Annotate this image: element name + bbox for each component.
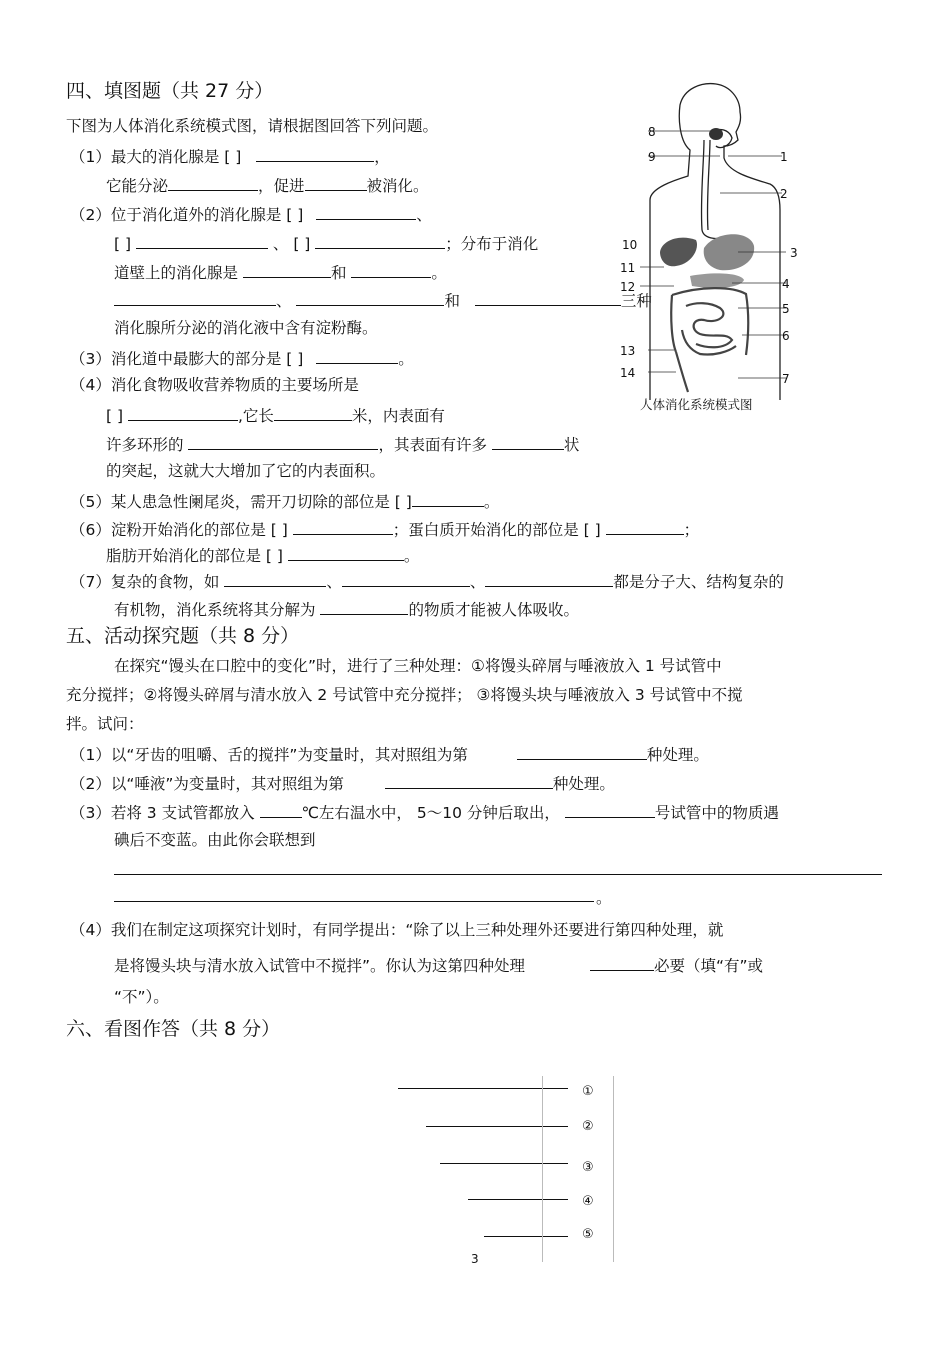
fig-label-10: 10 (622, 238, 638, 252)
q4-2-line-d: 、 和 三种 (114, 289, 652, 311)
q4-2-line-a: （2）位于消化道外的消化腺是 [ ] 、 (70, 203, 432, 225)
q4-6-line-b: 脂肪开始消化的部位是 [ ] 。 (106, 544, 419, 566)
fig-label-14: 14 (620, 366, 636, 380)
s5-para-line1: 在探究“馒头在口腔中的变化”时，进行了三种处理：①将馒头碎屑与唾液放入 1 号试管中 (114, 657, 722, 675)
blank[interactable] (485, 570, 613, 587)
mark-4: ④ (582, 1194, 594, 1209)
section4-title: 四、填图题（共 27 分） (66, 80, 274, 102)
blank[interactable] (168, 174, 258, 191)
fig-label-2: 2 (780, 187, 788, 201)
q4-4-line-a: （4）消化食物吸收营养物质的主要场所是 (70, 376, 359, 394)
blank[interactable] (256, 145, 374, 162)
fig-label-1: 1 (780, 150, 788, 164)
figure-caption: 人体消化系统模式图 (640, 397, 753, 412)
blank[interactable] (475, 289, 621, 306)
s5-q1: （1）以“牙齿的咀嚼、舌的搅拌”为变量时，其对照组为第 种处理。 (70, 743, 709, 765)
fig-label-11: 11 (620, 261, 636, 275)
s5-q4-line-c: “不”）。 (114, 988, 169, 1006)
fig-label-6: 6 (782, 329, 790, 343)
blank[interactable] (316, 347, 398, 364)
s5-q3-period: 。 (596, 889, 612, 907)
fig-label-12: 12 (620, 280, 636, 294)
blank[interactable] (492, 433, 564, 450)
fig-label-4: 4 (782, 277, 790, 291)
section4-intro: 下图为人体消化系统模式图，请根据图回答下列问题。 (66, 117, 439, 135)
page-number: 3 (471, 1252, 479, 1266)
blank[interactable] (224, 570, 326, 587)
blank[interactable] (320, 598, 408, 615)
blank[interactable] (606, 518, 684, 535)
s5-q3-line-b: 碘后不变蓝。由此你会联想到 (114, 831, 316, 849)
section6-title: 六、看图作答（共 8 分） (66, 1018, 281, 1040)
q4-3: （3）消化道中最膨大的部分是 [ ] 。 (70, 347, 414, 369)
q4-5: （5）某人患急性阑尾炎，需开刀切除的部位是 [ ] 。 (70, 490, 499, 512)
blank[interactable] (517, 743, 647, 760)
answer-line[interactable] (114, 901, 594, 902)
fig-label-7: 7 (782, 372, 790, 386)
blank[interactable] (293, 518, 393, 535)
blank[interactable] (305, 174, 367, 191)
s5-q4-line-a: （4）我们在制定这项探究计划时，有同学提出：“除了以上三种处理外还要进行第四种处理，就 (70, 921, 724, 939)
section6-diagram-frame (542, 1076, 614, 1262)
blank[interactable] (342, 570, 470, 587)
blank[interactable] (136, 232, 268, 249)
fig-label-3: 3 (790, 246, 798, 260)
answer-line[interactable] (114, 874, 882, 875)
s5-q2: （2）以“唾液”为变量时，其对照组为第 种处理。 (70, 772, 615, 794)
blank[interactable] (128, 404, 238, 421)
fig-label-13: 13 (620, 344, 636, 358)
digestive-system-figure (620, 80, 810, 420)
fig-label-9: 9 (648, 150, 656, 164)
mark-5: ⑤ (582, 1227, 594, 1242)
blank[interactable] (274, 404, 352, 421)
blank[interactable] (316, 203, 416, 220)
q4-7-line-a: （7）复杂的食物，如 、 、 都是分子大、结构复杂的 (70, 570, 784, 592)
blank[interactable] (412, 490, 484, 507)
s5-para-line3: 拌。试问： (66, 715, 144, 733)
blank[interactable] (590, 954, 654, 971)
fig-label-5: 5 (782, 302, 790, 316)
s5-q3-line-a: （3）若将 3 支试管都放入 ℃左右温水中， 5～10 分钟后取出， 号试管中的物质遇 (70, 801, 779, 823)
blank[interactable] (315, 232, 445, 249)
q4-1-line-a: （1）最大的消化腺是 [ ] ， (70, 145, 390, 167)
fig-label-8: 8 (648, 125, 656, 139)
blank[interactable] (351, 261, 431, 278)
blank[interactable] (288, 544, 404, 561)
q4-7-line-b: 有机物，消化系统将其分解为 的物质才能被人体吸收。 (114, 598, 579, 620)
blank[interactable] (565, 801, 655, 818)
q4-4-line-d: 的突起，这就大大增加了它的内表面积。 (106, 462, 386, 480)
q4-4-line-b: [ ] ,它长 米，内表面有 (106, 404, 445, 426)
q4-4-line-c: 许多环形的 ，其表面有许多 状 (106, 433, 579, 455)
s5-para-line2: 充分搅拌；②将馒头碎屑与清水放入 2 号试管中充分搅拌； ③将馒头块与唾液放入 3 号试管中不搅 (66, 686, 743, 704)
q4-2-line-b: [ ] 、 [ ] ；分布于消化 (114, 232, 538, 254)
blank[interactable] (296, 289, 444, 306)
section5-title: 五、活动探究题（共 8 分） (66, 625, 300, 647)
s5-q4-line-b: 是将馒头块与清水放入试管中不搅拌”。你认为这第四种处理 必要（填“有”或 (114, 954, 763, 976)
blank[interactable] (114, 289, 276, 306)
blank[interactable] (260, 801, 302, 818)
blank[interactable] (188, 433, 378, 450)
q4-1-line-b: 它能分泌 ，促进 被消化。 (106, 174, 429, 196)
mark-2: ② (582, 1119, 594, 1134)
blank[interactable] (243, 261, 331, 278)
blank[interactable] (385, 772, 553, 789)
q4-2-line-c: 道壁上的消化腺是 和 。 (114, 261, 447, 283)
q4-6-line-a: （6）淀粉开始消化的部位是 [ ] ；蛋白质开始消化的部位是 [ ] ； (70, 518, 699, 540)
mark-1: ① (582, 1084, 594, 1099)
q4-2-line-e: 消化腺所分泌的消化液中含有淀粉酶。 (114, 319, 378, 337)
mark-3: ③ (582, 1160, 594, 1175)
